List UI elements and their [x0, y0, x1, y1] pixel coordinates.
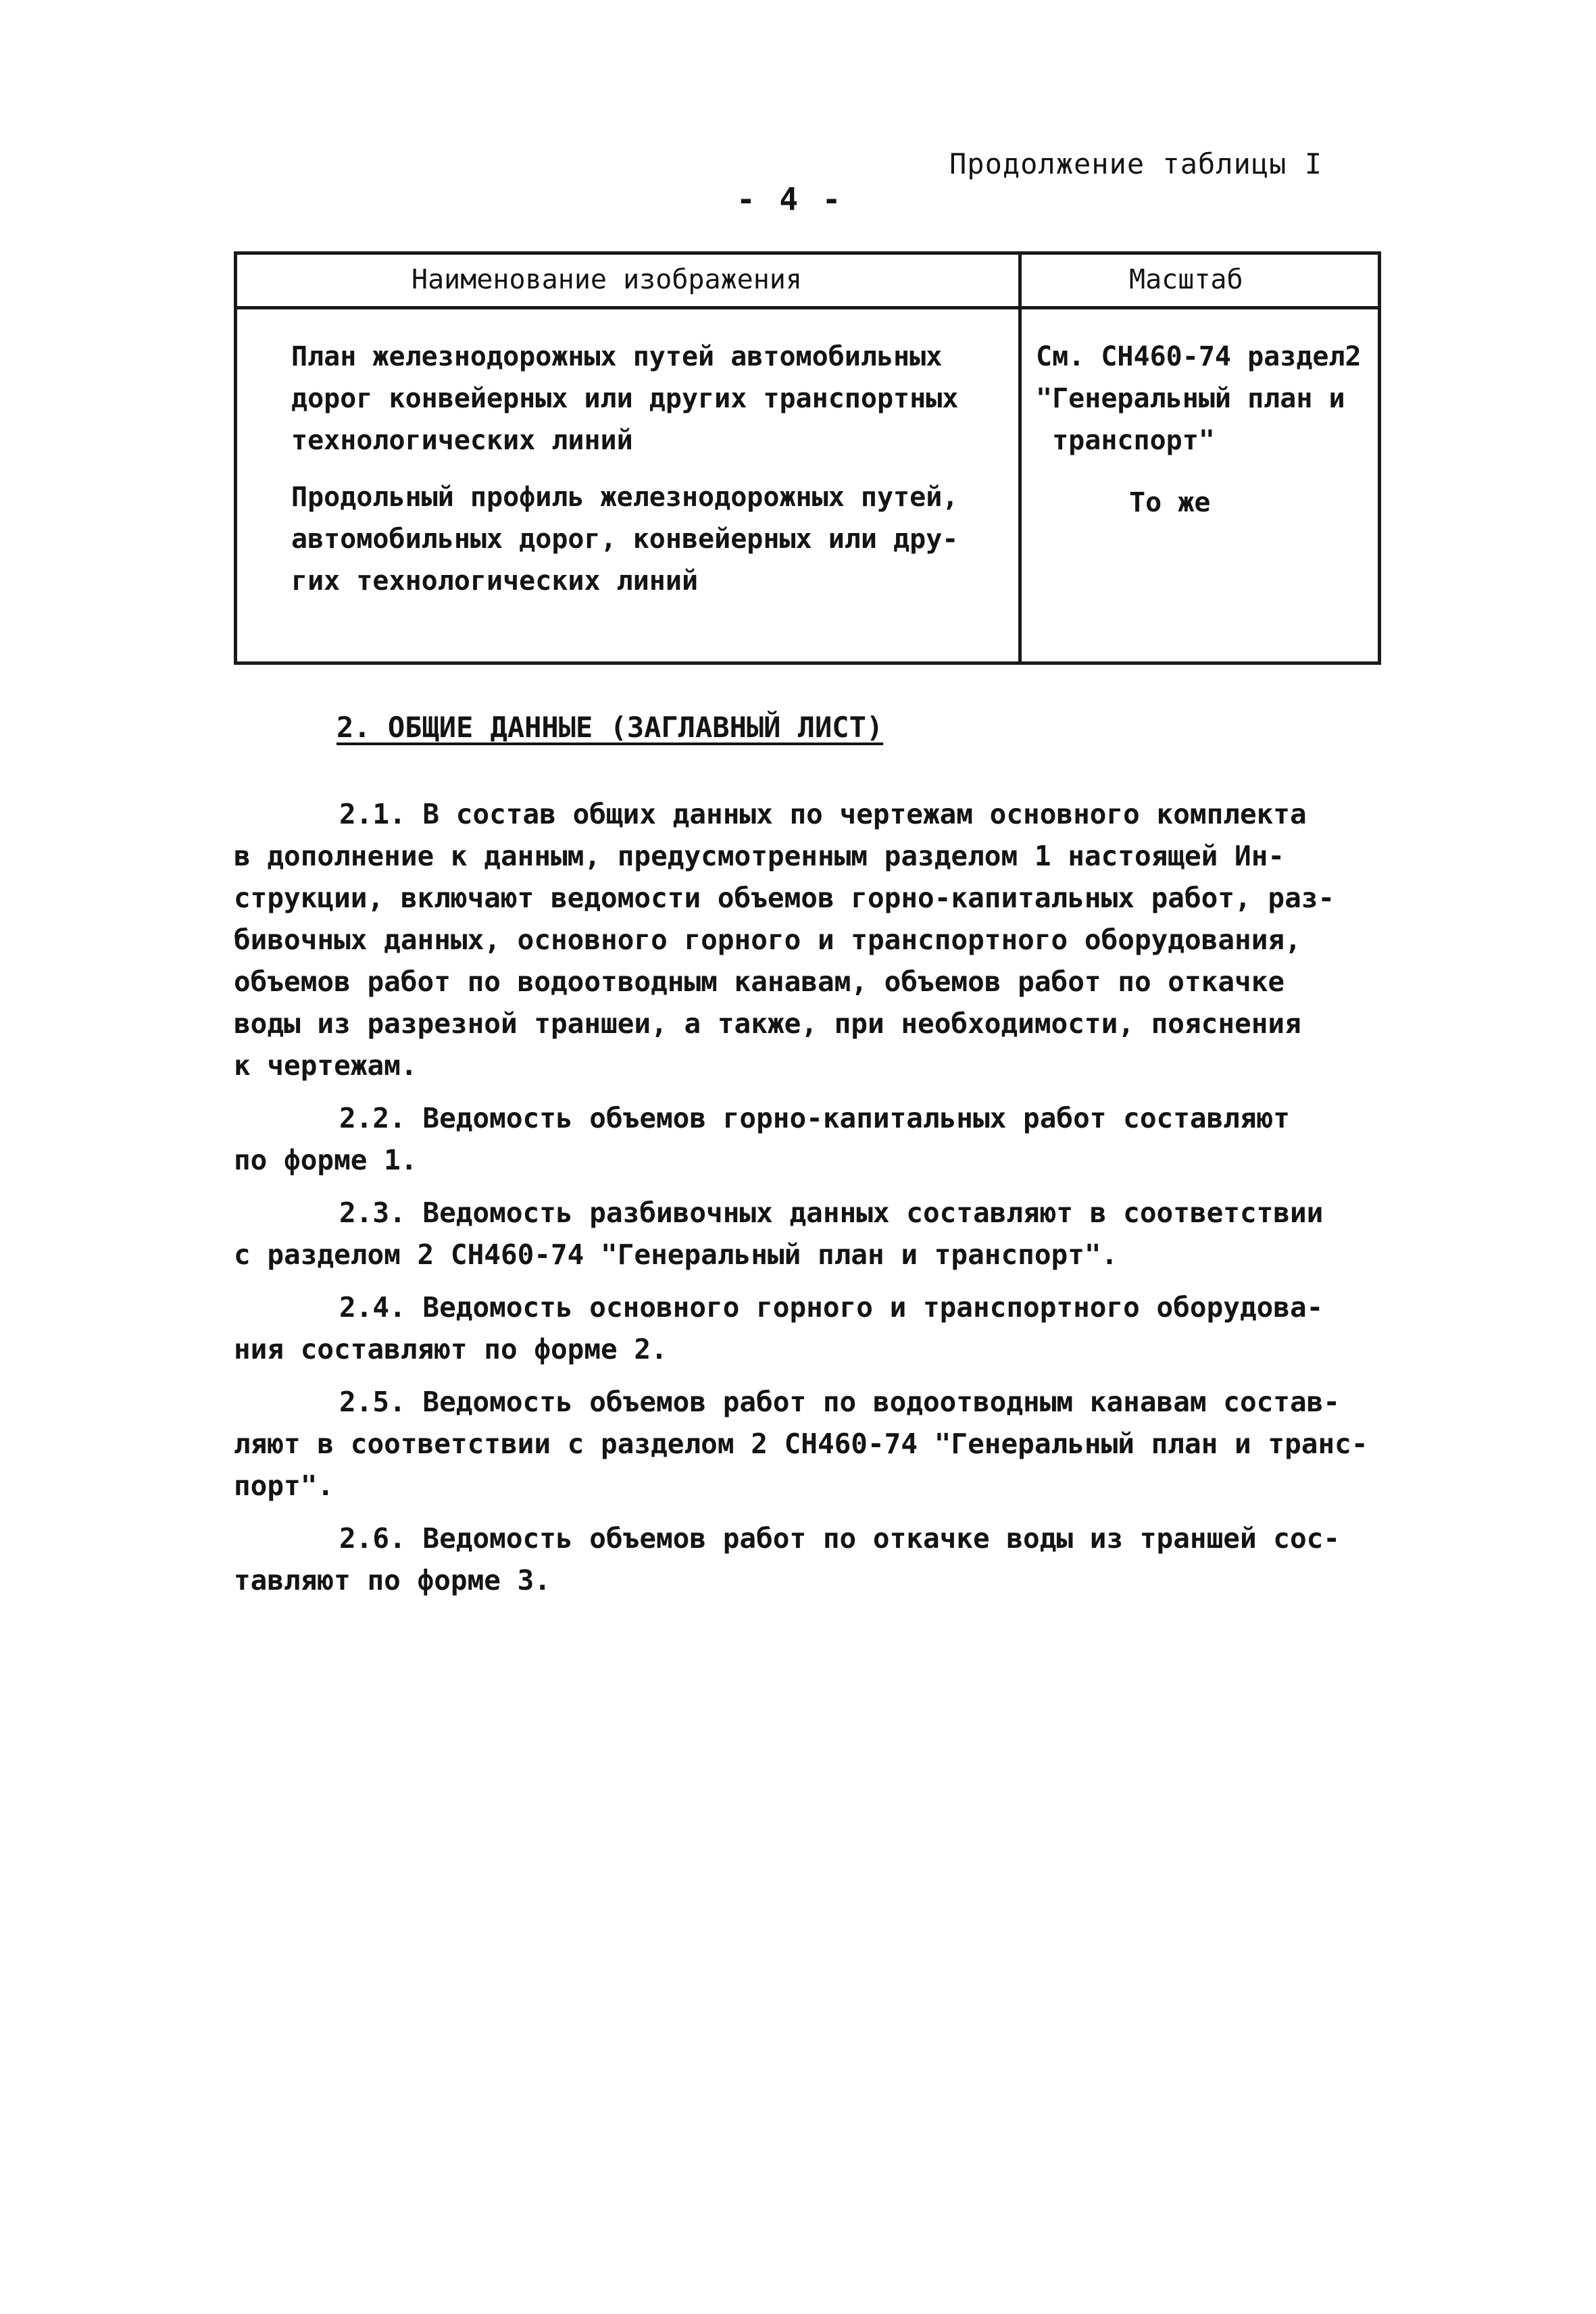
paragraph-line: ния составляют по форме 2.: [234, 1333, 668, 1365]
paragraph-line: ляют в соответствии с разделом 2 СН460-74 "Генеральный план и транс-: [234, 1428, 1368, 1460]
paragraph-line: тавляют по форме 3.: [234, 1564, 551, 1596]
table-header-scale: Масштаб: [1129, 264, 1243, 295]
table-row-2-scale: [1129, 482, 1210, 524]
paragraph-line: объемов работ по водоотводным канавам, объемов работ по откачке: [234, 965, 1285, 998]
table-cell-line: транспорт": [1036, 425, 1215, 456]
table-cell-line: технологических линий: [291, 425, 633, 456]
paragraph-line: 2.4. Ведомость основного горного и транспортного оборудова-: [339, 1291, 1324, 1324]
table-cell-line: гих технологических линий: [291, 565, 699, 597]
table-cell-line: Продольный профиль железнодорожных путей,: [291, 482, 959, 513]
table-cell-line: "Генеральный план и: [1036, 383, 1345, 414]
table-cell-line: дорог конвейерных или других транспортных: [291, 383, 959, 414]
paragraph-2-1: [234, 793, 1335, 1086]
page-number: - 4 -: [737, 181, 844, 218]
paragraph-line: воды из разрезной траншеи, а также, при необходимости, пояснения: [234, 1007, 1301, 1040]
paragraph-line: струкции, включают ведомости объемов горно-капитальных работ, раз-: [234, 882, 1335, 914]
paragraph-2-3: [234, 1192, 1323, 1276]
table-row-2-name: [291, 476, 958, 602]
paragraph-line: 2.3. Ведомость разбивочных данных составляют в соответствии: [339, 1197, 1324, 1229]
paragraph-line: 2.1. В состав общих данных по чертежам основного комплекта: [339, 798, 1307, 830]
table-cell-line: План железнодорожных путей автомобильных: [291, 341, 943, 372]
table-column-divider: [1018, 255, 1022, 661]
table-continuation-label: Продолжение таблицы I: [949, 147, 1323, 180]
paragraph-2-4: [234, 1286, 1323, 1370]
paragraph-line: 2.5. Ведомость объемов работ по водоотводным канавам состав-: [339, 1386, 1341, 1418]
image-scale-table: [234, 251, 1381, 665]
paragraph-line: порт".: [234, 1469, 334, 1502]
paragraph-2-6: [234, 1517, 1340, 1601]
table-header-divider: [237, 306, 1378, 309]
paragraph-2-2: [234, 1097, 1290, 1181]
paragraph-line: 2.6. Ведомость объемов работ по откачке воды из траншей сос-: [339, 1522, 1341, 1555]
table-cell-line: То же: [1129, 487, 1211, 518]
table-cell-line: См. СН460-74 раздел2: [1036, 341, 1362, 372]
paragraph-line: в дополнение к данным, предусмотренным разделом 1 настоящей Ин-: [234, 840, 1285, 872]
paragraph-line: бивочных данных, основного горного и транспортного оборудования,: [234, 924, 1301, 956]
paragraph-line: по форме 1.: [234, 1144, 418, 1176]
table-header-name: Наименование изображения: [412, 264, 802, 295]
paragraph-line: с разделом 2 СН460-74 "Генеральный план и транспорт".: [234, 1238, 1118, 1271]
table-cell-line: автомобильных дорог, конвейерных или дру-: [291, 524, 959, 555]
paragraph-line: 2.2. Ведомость объемов горно-капитальных работ составляют: [339, 1102, 1290, 1134]
table-row-1-name: [291, 336, 958, 461]
paragraph-2-5: [234, 1381, 1368, 1507]
section-heading: 2. ОБЩИЕ ДАННЫЕ (ЗАГЛАВНЫЙ ЛИСТ): [336, 711, 884, 744]
paragraph-line: к чертежам.: [234, 1049, 418, 1082]
table-row-1-scale: [1036, 336, 1362, 461]
